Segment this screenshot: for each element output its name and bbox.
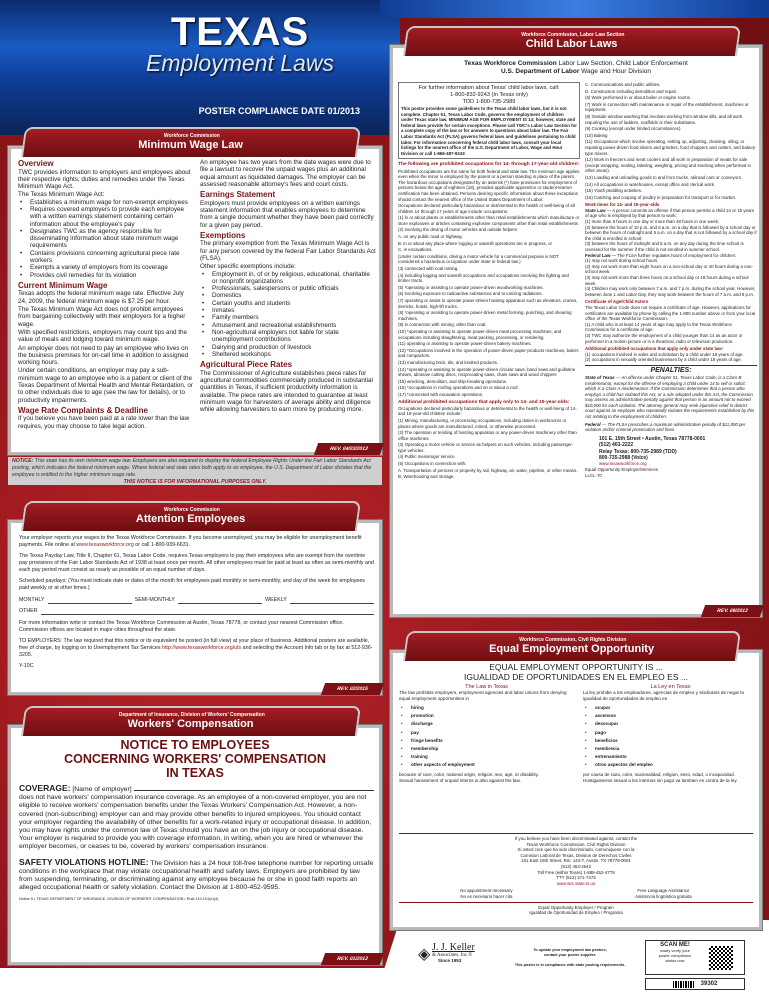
certificate-list	[585, 305, 757, 344]
heading: Current Minimum Wage	[18, 280, 108, 290]
list-item: (2) The operation or tending of hoisting apparatus or any power-driven machinery other than office machines.	[398, 430, 577, 441]
workers-comp-panel	[8, 712, 382, 965]
child-left-column	[398, 82, 580, 481]
paragraph: With specified restrictions, employers may count tips and the value of meals and lodging toward minimum wage.	[18, 328, 188, 344]
list-item: (10) Baking	[585, 132, 608, 138]
heading: Overview	[18, 159, 54, 168]
list-item: (Under certain conditions, driving a motor vehicle for a commercial purpose is NOT considered a hazardous occupation under state or federal law.)	[398, 253, 559, 265]
revision-badge: REV. 02/2015	[321, 683, 384, 695]
list-item: • ocupar	[583, 704, 758, 712]
list-item: • fringe benefits	[399, 737, 574, 745]
agency-division: Labor Law Section, Child Labor Enforcement	[556, 60, 688, 67]
list-item: • Requires covered employers to provide each employee with a written earnings statement containing certain information about the employee's pay	[18, 206, 194, 228]
eeo-headline	[393, 662, 759, 682]
employer-name-field[interactable]	[134, 790, 374, 791]
form-code: Y-10C	[19, 663, 34, 669]
other-label: OTHER	[19, 608, 38, 614]
headline-line: IN TEXAS	[166, 766, 224, 780]
logo-sub: & Associates, Inc.®	[432, 953, 473, 958]
list-item: • Family members	[200, 314, 376, 321]
contact-line: 800-735-2988 (Voice)	[599, 455, 648, 462]
heading: Additional prohibited occupations that apply only under state law:	[585, 346, 724, 352]
current-wage-text	[18, 290, 194, 403]
agency-label: Workforce Commission, Labor Law Section	[521, 32, 625, 38]
list-item: (12) *Occupations involved in the operation of power-driven paper-products machines, balers and compactors.	[398, 347, 579, 359]
list-item: Occupations declared particularly hazardous or detrimental to the health or well-being of all children 14 through 17 years of age include occupations:	[398, 203, 575, 214]
list-item: • ascensos	[583, 712, 758, 720]
notice-box	[8, 457, 382, 485]
list-item: (2) TWC may authorize the employment of a child younger than 14 as an actor or performer in a motion picture or in a theatrical, radio or television production.	[585, 332, 743, 344]
keller-k-icon: ◈	[418, 946, 431, 963]
list-item: • pay	[399, 729, 574, 737]
list-item: (14) *operating or assisting to operate power-driven circular saws, band saws and guillotine shears, abrasive cutting discs, reciprocating saws, chain saws and wood chippers	[398, 366, 576, 378]
list-item: (6) Work performed in or about boiler or engine rooms.	[585, 95, 692, 101]
weekly-label: WEEKLY	[265, 597, 287, 603]
prohibited-list	[398, 169, 580, 398]
qr-code-icon	[709, 946, 733, 970]
list-item: • Establishes a minimum wage for non-exempt employees	[18, 199, 194, 206]
appt-en: No appointment necessary	[460, 888, 513, 894]
eeo-english	[399, 684, 574, 784]
revision-badge: REV. 01/2013	[321, 953, 384, 965]
list-item: (12) Work in freezers and meat coolers and all work in preparation of meats for sale (except wrapping, sealing, labeling, weighing, pricing and stocking when performed in other areas).	[585, 157, 751, 174]
revision-badge: REV. 09/2013	[701, 605, 764, 617]
list-item: • Non-agricultural employers not liable for state unemployment contributions	[200, 329, 376, 344]
paragraph: If you believe you have been paid at a rate lower than the law requires, you may choose to take legal action.	[18, 415, 190, 430]
section-title: Equal Employment Opportunity	[489, 643, 655, 655]
headline-line: CONCERNING WORKERS' COMPENSATION	[64, 752, 326, 766]
heading: The following are prohibited occupations for 14- through 17-year-old children:	[398, 162, 580, 168]
form-code: LLCL-70	[585, 472, 602, 478]
jj-keller-logo	[418, 942, 498, 963]
employer-name-label: [Name of employer]	[72, 786, 132, 793]
list-item: (3) connected with coal mining.	[398, 266, 459, 272]
list-item: • membership	[399, 745, 574, 753]
paragraph: An employer does not need to pay an employee who lives on the business premises for on-call time in addition to assigned working hours.	[18, 344, 189, 367]
paragraph: Hostigamiento sexual a los internos sin pago va tambien en contra de la ley.	[583, 777, 738, 783]
paragraph: — The FLSA further regulates hours of employment for children:	[610, 252, 737, 258]
attention-body	[19, 535, 374, 670]
heading: Certificate of Age/Child Actors	[585, 299, 649, 305]
paragraph: Your employer reports your wages to the Texas Workforce Commission. If you become unemployed, you may be eligible for unemployment benefit payments. File online at	[19, 535, 362, 548]
paragraph: por causa de raza, color, nacionalidad, religion, sexo, edad, o incapacidad.	[583, 771, 735, 777]
list-item: (3) may not work more than three hours on a school day or 18 hours during a school week.	[585, 275, 749, 286]
list-item: (4) Public messenger service.	[398, 454, 456, 460]
agency-name: U.S. Department of Labor	[500, 68, 580, 75]
other-field[interactable]	[41, 608, 374, 615]
paragraph: and selecting the Account Info tab or by fax at 512-936-3205.	[19, 645, 373, 658]
es-list	[583, 704, 758, 770]
list-item: (5) Occupations in connection with:	[398, 461, 467, 467]
exemption-list	[200, 271, 376, 359]
list-item: • promotion	[399, 712, 574, 720]
copyright: Copyright 2016 J. J. Keller & Associates, Inc. • Neenah, WI • Printed in the USA	[15, 980, 183, 985]
list-item: • membrecia	[583, 745, 758, 753]
state-label: State of Texas	[585, 374, 615, 380]
tdd-phone: TDD 1-800-735-2989	[462, 99, 516, 105]
list-item: • Certain youths and students	[200, 300, 376, 307]
uts-link[interactable]: http://www.texasworkforce.org/uts	[162, 645, 242, 651]
contact-line: If you believe you have been discriminated against, contact the	[514, 836, 638, 841]
list-item: (3) Operating a motor vehicle or service as helpers on such vehicles, including passenger-type vehicles.	[398, 442, 574, 453]
contact-line: 101 East 15th Street, Rm. 144-T, Austin, TX 78778-0001	[521, 858, 631, 864]
scan-heading: SCAN ME!	[660, 942, 690, 948]
twc-link[interactable]: www.texasworkforce.org	[599, 461, 647, 467]
poster-subtitle: Employment Laws	[146, 50, 334, 76]
coverage-heading: COVERAGE:	[19, 783, 71, 793]
section-title: Child Labor Laws	[525, 38, 618, 50]
list-item: (3) between the hours of midnight and 5 a.m. on any day during the time school is recessed for the summer if the child is not enrolled in summer school.	[585, 241, 744, 253]
list-item: • Exempts a variety of employers from its coverage	[18, 264, 194, 271]
list-item: (6) involving exposure to radioactive substances and to ionizing radiations.	[398, 291, 543, 297]
eo-es: Igualdad de Oportunidad de Empleo / Programa	[529, 910, 623, 916]
headline-line: NOTICE TO EMPLOYEES	[120, 738, 270, 752]
notice-label: NOTICE:	[12, 458, 34, 464]
contact-line: Si usted cree que ha sido discriminado, comuniquese con la	[517, 847, 635, 853]
paragraph: The Texas Payday Law, Title II, Chapter 61, Texas Labor Code, requires Texas employers to pay their employees who are exempt from the overtime pay provisions of the Fair Labor Standards Act of 1938 at least once per month. All other employees must be paid at least as often as semi-monthly and each pay period must consist as nearly as possible of an equal number of days.	[19, 553, 374, 573]
safety-text: The Division has a 24 hour toll-free telephone number for reporting unsafe conditions in the workplace that may violate occupational health and safety laws. Employers are prohibited by law from suspending, terminating, or discriminating against any employee because he or she in good faith reports an alleged occupational health or safety violation. Contact the Division at 1-800-452-9595.	[19, 859, 374, 892]
footer-text	[495, 948, 645, 968]
workers-comp-tab	[21, 706, 361, 736]
heading: Additional prohibited occupations that apply only to 14- and 15-year-olds:	[398, 399, 570, 405]
paragraph: The primary exemption from the Texas Minimum Wage Act is for any person covered by the federal Fair Labor Standards Act (FLSA).	[200, 240, 376, 262]
compliance-date: POSTER COMPLIANCE DATE 01/2013	[198, 106, 360, 116]
en-list	[399, 704, 574, 770]
agency-label: Department of Insurance, Division of Workers' Compensation	[118, 712, 265, 718]
state-law-list	[585, 219, 757, 253]
agency-label: Workforce Commission	[163, 507, 220, 513]
list-item: • Professionals, salespersons or public officials	[200, 285, 376, 292]
paragraph: Other specific exemptions include:	[200, 263, 296, 271]
appt-es: No es necesario hacer cita	[460, 893, 513, 899]
phone: 1-800-832-9243 (In Texas only)	[450, 92, 528, 98]
state-law-label: State Law	[585, 207, 606, 213]
contact-line: Comision Laboral de Texas, Division de Derechos Civiles	[520, 852, 632, 858]
monthly-field[interactable]	[48, 597, 132, 604]
list-item: • Contains provisions concerning agricultural piece rate workers	[18, 250, 194, 265]
paragraph: The Texas Minimum Wage Act does not prohibit employees from bargaining collectively with their employers for a higher wage.	[18, 306, 186, 328]
paragraph: An employee has two years from the date wages were due to file a lawsuit to recover the unpaid wages plus an additional equal amount as liquidated damages. The employer can be assessed reasonable attorney's fees and court costs.	[200, 159, 371, 188]
headline-es: IGUALIDAD DE OPORTUNIDADES EN EL EMPLEO ES ...	[464, 672, 688, 682]
scan-me-box[interactable]	[645, 940, 745, 975]
paragraph: The law prohibits employers, employment agencies and labor unions from denying equal employment opportunities in	[399, 690, 567, 701]
semi-monthly-field[interactable]	[178, 597, 262, 604]
list-item: (1) occupations involved in sales and solicitation by a child under 18 years of age.	[585, 351, 744, 357]
list-item: (9) Cooking (except under limited circumstances)	[585, 126, 681, 132]
lang-en: Free Language Assistance	[637, 888, 690, 894]
list-item: (2) occupations in sexually oriented businesses by a child under 18 years of age.	[585, 357, 742, 363]
update-line: contact your poster supplier.	[543, 953, 597, 957]
info-text: This poster provides some guidelines to the Texas child labor laws, but it is not complete. Chapter 51, Texas Labor Code, governs the employment of children under Texas state law. MINIMUM AGE FOR EMPLOYMENT IS 14; however, state and federal laws provide for certain exceptions. Please call TWC's Labor Law Section for a complete copy of the law or for answers to questions about labor law. The Fair Labor Standards Act (FLSA) governs federal laws and guidelines pertaining to child labor. For information concerning federal child labor laws, consult your local listings for the nearest office of the U.S. Department of Labor, Wage and Hour Division or call 1-866-487-9243	[401, 106, 577, 156]
attention-employees-panel	[8, 507, 382, 695]
list-item: (7) operating or assist to operate power-driven hoisting apparatus such as elevators, cranes, derricks, hoists, high-lift trucks.	[398, 298, 578, 309]
list-item: (7) Work in connection with maintenance or repair of the establishment, machines or equipment.	[585, 101, 749, 113]
list-item: (15) Youth peddling activities.	[585, 188, 643, 194]
semi-monthly-label: SEMI-MONTHLY	[134, 597, 175, 603]
list-item: (2) between the hours of 10 p.m. and 5 a.m. on a day that is followed by a school day or between the hours of midnight and 5 a.m. on a day that is not followed by a school day if the child is enrolled in school;	[585, 224, 757, 241]
headline-en: EQUAL EMPLOYMENT OPPORTUNITY IS ...	[489, 662, 663, 672]
since: Since 1953	[438, 958, 462, 963]
heading: Wage Rate Complaints & Deadline	[18, 405, 148, 415]
barcode-icon	[673, 981, 695, 988]
poster-title: TEXAS	[170, 10, 310, 54]
paragraph: TO EMPLOYERS: The law required that this notice or its equivalent be posted (in full view) at your place of business. Additional posters are available, free of charge, by logging on to Unemployment Tax Services	[19, 638, 370, 651]
list-item: • Designates TWC as the agency responsible for disseminating information about state minimum wage requirements	[18, 228, 194, 250]
paragraph: — An offense under Chapter 51, Texas Labor Code, is a Class B misdemeanor, except for the offense of employing a child under 14 to sell or solicit, which is a Class A misdemeanor. If the Commission determines that a person who employs a child has violated this Act, or a rule adopted under this Act, the Commission may assess an administrative penalty against that person in an amount not to exceed $10,000 for each violation. The attorney general may seek injunctive relief in district court against an employer who repeatedly violates the requirements established by this Act relating to the employment of children.	[585, 374, 755, 420]
lang-es: Asistencia lingüística gratuita	[635, 893, 692, 899]
child-right-column	[585, 82, 757, 478]
notice-text: This state has its own minimum wage law. Employers are also required to display the federal Employee Rights Under the Fair Labor Standards Act posting, which indicates the federal minimum wage. Where federal and state rates both apply to an employee, the U.S. Department of Labor dictates that the employee is entitled to the higher minimum wage rate.	[12, 458, 372, 478]
footnote: Notice 5 • TEXAS DEPARTMENT OF INSURANCE, DIVISION OF WORKERS' COMPENSATION • Rule 110.101(e)(4)	[19, 897, 219, 902]
workers-comp-body	[19, 784, 374, 902]
list-item: (8) *operating or assisting to operate power-driven metal forming, punching, and shearing machines.	[398, 310, 572, 321]
section-title: Workers' Compensation	[127, 718, 254, 730]
list-item: • entrenamiento	[583, 753, 758, 761]
prohibited-list-cont	[585, 82, 757, 200]
list-item: • pago	[583, 729, 758, 737]
compliance-line: This poster is in compliance with state posting requirements.	[514, 963, 626, 967]
list-item: (13) Loading and unloading goods to and from trucks, railroad cars or conveyors.	[585, 174, 743, 180]
contact-line: Relay Texas: 800-735-2989 (TDD)	[599, 448, 677, 455]
notice-footer: THIS NOTICE IS FOR INFORMATIONAL PURPOSES ONLY.	[123, 479, 267, 485]
paragraph: because of race, color, national origin, religion, sex, age, or disability.	[399, 771, 539, 777]
heading: The Law in Texas	[465, 684, 508, 690]
paragraph: The Texas Minimum Wage Act:	[18, 191, 105, 199]
list-item: B. Warehousing and storage.	[398, 474, 455, 480]
eoe-text: Equal Opportunity Employer/Services	[585, 467, 658, 473]
section-title: Minimum Wage Law	[138, 139, 243, 151]
act-list	[18, 199, 194, 279]
paragraph: The Commissioner of Agriculture establishes piece rates for agricultural commodities commercially produced in substantial quantities in Texas, if sufficient productivity information is available. The piece rates are intended to guarantee at least minimum wage for harvesters of average ability and diligence while allowing harvesters to earn more by producing more.	[200, 369, 373, 414]
paragraph: — A person commits an offense if that person permits a child 14 or 15 years of age who is employed by that person to work:	[585, 207, 755, 219]
list-item: (2) may not work more than eight hours on a non-school day or 40 hours during a non-school week.	[585, 263, 753, 275]
state-only-list	[585, 352, 757, 363]
section-title: Attention Employees	[135, 513, 246, 525]
agency-name: Texas Workforce Commission	[464, 60, 557, 67]
paragraph: TWC provides information to employers and employees about their respective rights, duties and remedies under the Texas Minimum Wage Act.	[18, 168, 191, 191]
list-item: (9) in connection with mining, other than coal.	[398, 322, 487, 328]
list-item: • desocupar	[583, 720, 758, 728]
coverage-text: does not have workers' compensation insurance coverage. As an employee of a non-covered employer, you are not eligible to receive workers' compensation benefits under the Texas Workers' Compensation Act. However, a non-covered (non-subscribing) employer can and may provide other benefits to injured employees. You should contact your employer regarding the availability of other benefits for a work-related injury or occupational disease. In addition, you may have rights under the common law of Texas should you have an on the job injury or occupational disease. Your employer is required to provide you with coverage information, in writing, when you are hired or whenever the employer becomes, or ceases to be, covered by workers' compensation insurance.	[19, 794, 372, 851]
paragraph: La ley prohibe a los empleadores, agencias de empleo y sindicatos de negar la igualidad de oportunidades de empleo en	[583, 690, 744, 701]
list-item: C. Communications and public utilities.	[585, 82, 661, 87]
mw-right-column	[200, 157, 376, 413]
list-item: The Texas Labor Code does not require a certificate of age. However, applications for certificates are available by phone by calling the 1-800 number above or from your local office of the Texas Workforce Commission.	[585, 304, 756, 322]
heading: La Ley en Texas	[650, 684, 691, 690]
paragraph: Scheduled paydays: (You must indicate date or dates of the month for employees paid monthly or semi-monthly, and day of the week for employees paid weekly or at other times.)	[19, 578, 365, 591]
list-item: (16) Catching and cooping of poultry in preparation for transport or for market.	[585, 194, 737, 200]
scan-line: status now	[665, 958, 685, 963]
minimum-wage-panel	[8, 133, 382, 455]
heading: Earnings Statement	[200, 190, 276, 200]
list-item: (1) more than 8 hours in one day or more than 48 hours in one week;	[585, 219, 719, 225]
scan-line: poster compliance	[658, 953, 692, 958]
eeo-contact	[399, 833, 753, 916]
twc-civil-rights-link[interactable]: www.twc.state.tx.us	[556, 880, 596, 886]
paragraph: Under certain conditions, an employer may pay a sub-minimum wage to an employee who is a patient or client of the Texas Department of Mental Health and Mental Retardation, or to other individuals due to age (see the law for details), or to productivity impairments.	[18, 367, 194, 404]
info-heading: For further information about Texas' child labor laws, call:	[418, 85, 560, 91]
contact-line: Toll Free (within Texas) 1-888-452-4778	[537, 869, 615, 875]
federal-label: Federal	[585, 421, 601, 427]
heading: Exemptions	[200, 230, 246, 240]
scan-line: easily verify your	[660, 948, 690, 953]
header-swoosh	[380, 0, 769, 18]
list-item: A. on any public road or highway,	[398, 234, 463, 240]
list-item: (4) including logging and sawmill occupations and occupations involving fire fighting and timber tracts.	[398, 272, 569, 284]
attention-tab	[21, 501, 361, 531]
list-item: (16) *occupations in roofing operations and on or about a roof.	[398, 385, 519, 391]
contact-line: Texas Workforce Commission, Civil Rights Division	[526, 841, 626, 847]
list-item: • otros aspectos del empleo	[583, 761, 758, 769]
list-item: (1) may not work during school hours	[585, 258, 658, 264]
agency-label: Workforce Commission	[163, 133, 220, 139]
info-box	[398, 82, 580, 159]
child-labor-tab	[403, 26, 741, 56]
list-item: • discharge	[399, 720, 574, 728]
list-item: (1) Mining, manufacturing, or processing occupations, including duties in workrooms or places where goods are manufactured, mined, or otherwise processed.	[398, 417, 567, 429]
contact-line: (512) 463-2642	[560, 863, 592, 869]
safety-heading: SAFETY VIOLATIONS HOTLINE:	[19, 856, 149, 867]
list-item: • Amusement and recreational establishments	[200, 322, 376, 329]
logo-text: J. J. Keller	[432, 942, 475, 953]
list-item: (15) wrecking, demolition, and ship-breaking operations.	[398, 378, 508, 384]
update-line: To update your employment law posters,	[533, 948, 607, 952]
list-item: Occupations declared particularly hazardous or detrimental to the health or well-being of 14- and 15-year-old children include:	[398, 405, 577, 417]
child-labor-subtitle	[393, 60, 759, 76]
contact-line: TTY (512) 371-7473	[556, 875, 596, 881]
list-item: • hiring	[399, 704, 574, 712]
workers-comp-headline	[11, 738, 379, 780]
paragraph: Texas adopts the federal minimum wage rate. Effective July 24, 2009, the federal minimum wage is $7.25 per hour.	[18, 290, 184, 305]
monthly-label: MONTHLY	[19, 597, 45, 603]
paragraph: For more information write or contact the Texas Workforce Commission at Austin, Texas 78778, or contact your nearest Commission office. Commission offices are located in major cities throughout the state.	[19, 620, 344, 633]
list-item: (11) Occupations which involve operating, setting up, adjusting, cleaning, oiling, or repairing power-driven food slicers and grinders, food choppers and cutters, and bakery-type mixers.	[585, 139, 757, 156]
list-item: C. in excavations.	[398, 247, 433, 253]
penalties-heading: PENALTIES:	[585, 365, 757, 375]
agency-division: Wage and Hour Division	[579, 68, 652, 75]
eo-en: Equal Opportunity Employer / Program	[538, 904, 614, 910]
list-item: • Sheltered workshops	[200, 351, 376, 358]
list-item: (13) manufacturing brick, tile, and kindred products.	[398, 359, 499, 365]
heading: Work times for 14- and 15-year-olds	[585, 202, 660, 208]
paragraph: or call 1-800-939-6631.	[133, 542, 191, 548]
list-item: B. in or about any place where logging or sawmill operations are in progress, or	[398, 240, 552, 246]
contact-block	[599, 436, 757, 462]
list-item: (2) involving the driving of motor vehicles and outside helpers	[398, 227, 518, 233]
eeo-panel	[390, 637, 762, 930]
paragraph: — The FLSA prescribes a maximum administrative penalty of $11,000 per violation and/or criminal prosecution and fines.	[585, 421, 746, 433]
barcode	[645, 978, 745, 990]
revision-badge: REV. 04/03/2013	[314, 443, 384, 455]
list-item: D. Construction including demolition and repair.	[585, 88, 678, 94]
list-item: (17) *connected with excavation operations.	[398, 391, 484, 397]
list-item: (10) *operating or assisting to operate power-driven meat processing machines, and occupations including slaughtering, meat packing, processing, or rendering	[398, 328, 562, 340]
list-item: (1) in or about plants or establishments other than retail establishments which manufacture or store explosives or articles containing explosive components other than retail establishments	[398, 215, 580, 226]
eeo-spanish	[583, 684, 758, 784]
contact-line: 101 E. 15th Street • Austin, Texas 78778-0001	[599, 435, 706, 442]
list-item: (8) Outside window washing that involves working from window sills, and all work requiring the use of ladders, scaffolds or their substitutes.	[585, 113, 743, 125]
poster-code: 39302	[700, 981, 718, 987]
list-item: • beneficios	[583, 737, 758, 745]
agency-label: Workforce Commission, Civil Rights Division	[519, 637, 627, 643]
federal-law-label: Federal Law	[585, 252, 611, 258]
eeo-tab	[403, 631, 741, 661]
list-item: • Domestics	[200, 292, 376, 299]
paragraph: Employers must provide employees on a written earnings statement information that enables employees to determine from a single document whether they have been paid correctly for a given pay period.	[200, 199, 374, 229]
list-item: Prohibited occupations are the same for both federal and state law. The minimum age applies even when the minor is employed by the parent or a person standing in place of the parent. The hazardous occupations designated by an asterisk (*) have provisions for employment of persons below the age of eighteen (18), provided applicable apprentice or student-learner certification has been obtained. Persons desiring specific information about these exceptions should contact the nearest office of the United States Department of Labor.	[398, 168, 580, 202]
list-item: (5) *operating or assisting to operate power-driven woodworking machines.	[398, 284, 544, 290]
list-item: • Dairying and production of livestock	[200, 344, 376, 351]
paragraph: Sexual harassment of unpaid interns is also against the law.	[399, 777, 521, 783]
list-item: • Provides civil remedies for its violation	[18, 272, 194, 279]
child-labor-panel	[390, 32, 762, 617]
list-item: A. Transportation of persons or property by rail, highway, air, water, pipeline, or other means.	[398, 467, 578, 473]
twc-link[interactable]: www.texasworkforce.org	[76, 542, 134, 548]
list-item: • other aspects of employment	[399, 761, 574, 769]
list-item: • Inmates	[200, 307, 376, 314]
list-item: • training	[399, 753, 574, 761]
list-item: • Employment in, of or by religious, educational, charitable or nonprofit organizations	[200, 271, 376, 286]
prohibited-list-14-15	[398, 406, 580, 480]
mw-left-column	[18, 157, 194, 430]
minimum-wage-tab	[21, 127, 361, 157]
list-item: (4) Children may work only between 7 a.m. and 7 p.m. during the school year. However, between June 1 and Labor Day, they may work between the hours of 7 a.m. and 9 p.m.	[585, 286, 756, 297]
list-item: (1) A child who is at least 14 years of age may apply to the Texas Workforce Commission for a certificate of age.	[585, 321, 732, 333]
contact-line: (512) 463-2222	[599, 442, 634, 449]
list-item: (11) operating or assisting to operate power-driven bakery machines.	[398, 341, 532, 347]
heading: Agricultural Piece Rates	[200, 360, 293, 370]
weekly-field[interactable]	[290, 597, 374, 604]
list-item: (14) All occupations in warehouses, except office and clerical work.	[585, 181, 715, 187]
federal-law-list	[585, 258, 757, 297]
